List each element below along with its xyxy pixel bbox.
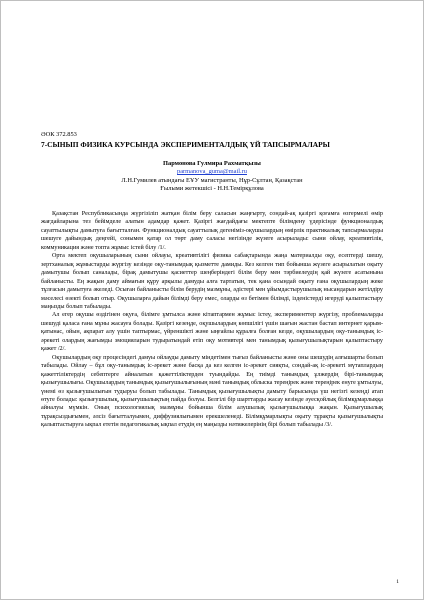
paragraph: Оқушылардың оқу процесіндегі дамуы ойлауды дамыту міндетімен тығыз байланысты және оны шешудің алғышарты болып табылады. Ойлау – бұл оқу-танымдық іс-әрекет және басқа да кез келген іс-әрекет сияқты, сондай-ақ іс-әрекеті мүтаплардың қажеттіліктердің себептерге айналатын қажеттіліктерден туындайды. Ең тиімді танымдық ұлжердің бірі-танымдық қызығушылығы. Оқушылардың танымдық қызығушылығының мәні танымдық облыска тереңірек және тереңірек енуге ұмтылуы, үнемі өз қызығушылығын тудыруы болып табылады. Танымдық қызығушылықты дамыту барысында үш негізгі кезеңді атап өтуге болады: қызығушылық, қызығушылықтың пайда болуы. Белгілі бір шарттарды жасау кезінде әуесқойлық білімқұмарлыққа айналуы мүмкін. Оның психологиялық мазмұны бойынша білім алушылық қызығушылыққа жақын. Қызығушылық тұрақсыздығымен, әлсіз бағытталуымен, диффузиялығымен ерекшеленеді. Білімқұмарлықты оқыту тұрақты қызығушылықты қалыптастыруға ықпал ететін педагогикалық ықпал етудің ең маңызды нәтижелерінің бірі болып табылады /3/. [41,354,383,429]
paragraph: Орта мектеп оқушыларының сыни ойлауы, креативтілігі физика сабақтарында жаңа материалды оқу, есептерді шешу, зертханалық жұмыстарды жүргізу кезінде оқу-танымдық қызметте дамиды. Кез келген тип бойынша жүзеге асырылатын оқыту дамытушы болып саналады, бірақ дамытушы қасиеттер шеңберіндегі білім беру мен тәрбиелеудің қай жүзеге асатынына байланысты. Ең жақын даму аймағын құру арқылы дамуды алға тартатын, тек қана осындай оқыту ғана оқушылардың жеке тұлғасын дамытуға әкеледі. Осыған байланысты білім берудің мазмұны, әдістері мен ұйымдастырушылық нысандарын жетілдіру мәселесі өзекті болып отыр. Оқушыларға дайын білімді беру емес, оларды өз бетімен білімді, ізденістерді игеруді қалыптастыру маңызды болып табылады. [41,253,383,310]
author-block [41,160,383,193]
body-text [41,210,383,430]
author-email-link[interactable]: parmanova_guma@mail.ru [177,168,247,176]
paragraph: Ал егер оқушы өздігінен оқуға, білімге ұмтылса және кітаптармен жұмыс істеу, эксперименттер жүргізу, проблемаларды шешуді қаласа ғана мұны жасауға болады. Қазіргі кезеңде, оқушылардың көпшілігі үшін шағын жастан бастап интернет қарым-қатынас, ойын, ақпарат алу үшін таптырмас, үйреншікті және ыңғайлы құралға болған кезде, оқушылардың оқу-танымдық іс-әрекеті олардың жағымды эмоцияларын тудыратындай етіп оқу мотивтері мен танымдық қызығушылықтарын қалыптастыру қажет /2/. [41,312,383,353]
paper-title: 7-СЫНЫП ФИЗИКА КУРСЫНДА ЭКСПЕРИМЕНТАЛДЫҚ ҮЙ ТАПСЫРМАЛАРЫ [41,140,330,149]
author-affiliation: Л.Н.Гумилев атындағы ЕҰУ магистранты, Нұр-Сұлтан, Қазақстан [121,176,303,184]
udc-code: ӘОК 372.853 [41,131,77,138]
paragraph: Қазақстан Республикасында жүргізіліп жатқан білім беру саласын жаңғырту, сондай-ақ қазіргі қоғамға өзгермелі өмір жағдайларына тез бейімделе алатын адамдар қажет. Қазіргі жағдайдағы мектепте білімдену үдерісінде функционалдық сауаттылықты дамытуға бағытталған. Функционалдық сауаттылық дегеніміз-оқушылардың өмірлік практикалық тапсырмаларды шешуге дайындық деңгейі, сонымен қатар ол төрт даму саласы негізінде жүзеге асырылады: сыни ойлау, креативтілік, коммуникация және топта жұмыс істей білу /1/. [41,211,383,251]
scientific-supervisor: Ғылыми жетекшісі - Н.Н.Темірқұлова [160,184,264,192]
author-name: Пармонова Гулмира Рахматқызы [163,160,261,167]
page-number: 1 [396,579,399,585]
